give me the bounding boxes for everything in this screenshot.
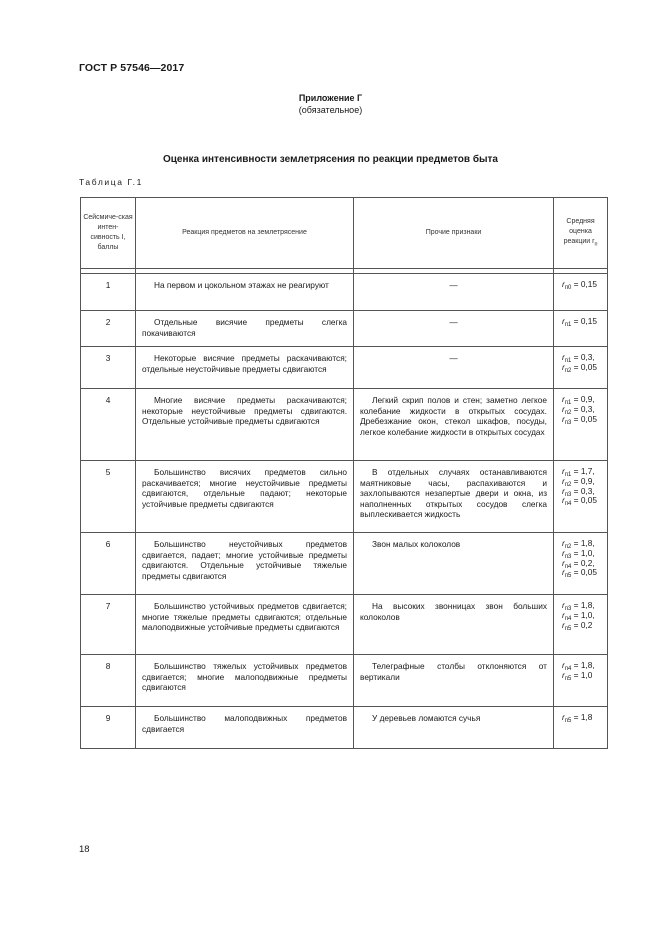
table-header-row	[81, 198, 608, 269]
r-value: = 0,9,	[571, 475, 595, 486]
r-subscript: п2	[564, 409, 572, 416]
avg-reaction-cell	[554, 707, 608, 749]
r-subscript: п5	[564, 718, 572, 724]
r-subscript: п3	[564, 419, 572, 426]
r-subscript: п2	[564, 481, 572, 488]
intensity-cell: 4	[81, 389, 136, 461]
r-value: = 1,0,	[571, 547, 595, 558]
avg-reaction-cell	[554, 347, 608, 389]
r-value: = 0,3,	[571, 485, 595, 496]
table-row	[81, 389, 608, 461]
r-symbol: r	[562, 669, 565, 680]
table-caption: Таблица Г.1	[79, 177, 143, 187]
reaction-cell: Большинство устойчивых предметов сдвигается; многие тяжелые предметы сдвигаются; отдельные малоподвижные устойчивые предметы сдвигаются	[136, 595, 354, 655]
r-symbol: r	[562, 557, 565, 568]
r-symbol: r	[562, 567, 565, 578]
r-value: = 0,2	[571, 619, 593, 630]
other-signs-cell: У деревьев ломаются сучья	[354, 707, 554, 749]
r-subscript: п1	[564, 400, 572, 406]
r-value: = 0,3,	[571, 403, 595, 414]
r-value: = 1,8	[571, 712, 593, 722]
avg-reaction-cell	[554, 595, 608, 655]
other-signs-cell: Телеграфные столбы отклоняются от вертикали	[354, 655, 554, 707]
table-body	[81, 274, 608, 749]
r-value: = 0,2,	[571, 557, 595, 568]
intensity-cell: 6	[81, 533, 136, 595]
r-value: = 1,0	[571, 669, 593, 680]
r-symbol: r	[562, 660, 565, 670]
r-subscript: п5	[564, 625, 572, 632]
header-avg-reaction-label: Средняя оценка реакции r	[563, 217, 595, 245]
other-signs-cell: Звон малых колоколов	[354, 533, 554, 595]
r-subscript: п4	[564, 615, 572, 622]
other-signs-cell: —	[354, 311, 554, 347]
r-symbol: r	[562, 485, 565, 496]
r-subscript: п5	[564, 573, 572, 580]
r-value: = 0,05	[571, 495, 597, 506]
intensity-cell: 1	[81, 274, 136, 311]
r-symbol: r	[562, 403, 565, 414]
r-value: = 1,8,	[571, 538, 595, 548]
reaction-cell: Отдельные висячие предметы слегка покачиваются	[136, 311, 354, 347]
intensity-cell: 8	[81, 655, 136, 707]
reaction-value	[562, 568, 603, 578]
table-row	[81, 461, 608, 533]
r-value: = 1,0,	[571, 609, 595, 620]
reaction-cell: Большинство малоподвижных предметов сдвигается	[136, 707, 354, 749]
r-symbol: r	[562, 475, 565, 486]
r-value: = 1,8,	[571, 600, 595, 610]
r-subscript: п4	[564, 501, 572, 508]
avg-reaction-cell	[554, 461, 608, 533]
r-subscript: п1	[564, 472, 572, 478]
reaction-cell: Некоторые висячие предметы раскачиваются; отдельные неустойчивые предметы сдвигаются	[136, 347, 354, 389]
reaction-cell: Большинство висячих предметов сильно раскачивается; многие неустойчивые предметы сдвигаются, отдельные падают; некоторые устойчивые предметы сдвигаются	[136, 461, 354, 533]
header-avg-reaction-sub: п	[594, 241, 598, 248]
r-value: = 0,15	[571, 316, 597, 326]
r-symbol: r	[562, 619, 565, 630]
r-symbol: r	[562, 712, 565, 722]
r-value: = 1,7,	[571, 466, 595, 476]
other-signs-cell: Легкий скрип полов и стен; заметно легкое колебание жидкости в открытых сосудах. Дребезжание окон, стекол шкафов, посуды, легкое колебание жидкости в открытых сосудах	[354, 389, 554, 461]
intensity-cell: 7	[81, 595, 136, 655]
appendix-heading	[0, 92, 661, 116]
r-subscript: п1	[564, 322, 572, 328]
r-value: = 0,9,	[571, 394, 595, 404]
header-reaction: Реакция предметов на землетрясение	[136, 198, 354, 269]
reaction-value	[562, 415, 603, 425]
r-symbol: r	[562, 279, 565, 289]
r-value: = 0,05	[571, 567, 597, 578]
other-signs-cell: На высоких звонницах звон больших колоколов	[354, 595, 554, 655]
r-value: = 0,15	[571, 279, 597, 289]
header-intensity: Сейсмиче-ская интен-сивность I, баллы	[81, 198, 136, 269]
reaction-cell: На первом и цокольном этажах не реагируют	[136, 274, 354, 311]
r-value: = 0,3,	[571, 352, 595, 362]
r-subscript: п1	[564, 358, 572, 364]
table-row	[81, 311, 608, 347]
header-avg-reaction	[554, 198, 608, 269]
table-row	[81, 274, 608, 311]
r-symbol: r	[562, 538, 565, 548]
avg-reaction-cell	[554, 389, 608, 461]
r-symbol: r	[562, 352, 565, 362]
table-row	[81, 595, 608, 655]
r-subscript: п4	[564, 666, 572, 672]
reaction-cell: Большинство тяжелых устойчивых предметов сдвигается; многие малоподвижные предметы сдвигаются	[136, 655, 354, 707]
r-symbol: r	[562, 316, 565, 326]
table-row	[81, 347, 608, 389]
avg-reaction-cell	[554, 533, 608, 595]
appendix-subtitle: (обязательное)	[298, 105, 363, 115]
intensity-cell: 3	[81, 347, 136, 389]
reaction-cell: Большинство неустойчивых предметов сдвигается, падает; многие устойчивые предметы сдвигаются. Отдельные устойчивые тяжелые предметы сдвигаются	[136, 533, 354, 595]
r-symbol: r	[562, 394, 565, 404]
other-signs-cell: В отдельных случаях останавливаются маятниковые часы, распахиваются и захлопываются незапертые двери и окна, из наполненных открытых сосудов слегка выплескивается жидкость	[354, 461, 554, 533]
r-symbol: r	[562, 361, 565, 372]
page-number: 18	[79, 844, 90, 855]
r-subscript: п0	[564, 285, 572, 291]
r-symbol: r	[562, 413, 565, 424]
reaction-value	[562, 671, 603, 681]
section-title: Оценка интенсивности землетрясения по реакции предметов быта	[162, 154, 498, 165]
r-value: = 0,05	[571, 413, 597, 424]
reaction-value	[562, 317, 603, 327]
r-subscript: п3	[564, 606, 572, 612]
other-signs-cell: —	[354, 274, 554, 311]
r-subscript: п5	[564, 675, 572, 682]
r-value: = 1,8,	[571, 660, 595, 670]
avg-reaction-cell	[554, 655, 608, 707]
r-subscript: п4	[564, 563, 572, 570]
appendix-title: Приложение Г	[298, 93, 363, 103]
table-row	[81, 707, 608, 749]
r-symbol: r	[562, 547, 565, 558]
r-symbol: r	[562, 609, 565, 620]
reaction-value	[562, 713, 603, 723]
reaction-value	[562, 280, 603, 290]
header-other: Прочие признаки	[354, 198, 554, 269]
r-symbol: r	[562, 466, 565, 476]
reaction-value	[562, 363, 603, 373]
intensity-cell: 2	[81, 311, 136, 347]
table-row	[81, 655, 608, 707]
document-code: ГОСТ Р 57546—2017	[79, 62, 185, 74]
intensity-cell: 5	[81, 461, 136, 533]
r-symbol: r	[562, 600, 565, 610]
r-symbol: r	[562, 495, 565, 506]
avg-reaction-cell	[554, 274, 608, 311]
reaction-value	[562, 496, 603, 506]
r-subscript: п2	[564, 544, 572, 550]
intensity-cell: 9	[81, 707, 136, 749]
table-row	[81, 533, 608, 595]
other-signs-cell: —	[354, 347, 554, 389]
r-subscript: п2	[564, 367, 572, 374]
intensity-table	[80, 197, 608, 749]
avg-reaction-cell	[554, 311, 608, 347]
reaction-cell: Многие висячие предметы раскачиваются; некоторые неустойчивые предметы сдвигаются. Отдельные устойчивые предметы сдвигаются	[136, 389, 354, 461]
r-subscript: п3	[564, 553, 572, 560]
r-value: = 0,05	[571, 361, 597, 372]
r-subscript: п3	[564, 491, 572, 498]
reaction-value	[562, 621, 603, 631]
